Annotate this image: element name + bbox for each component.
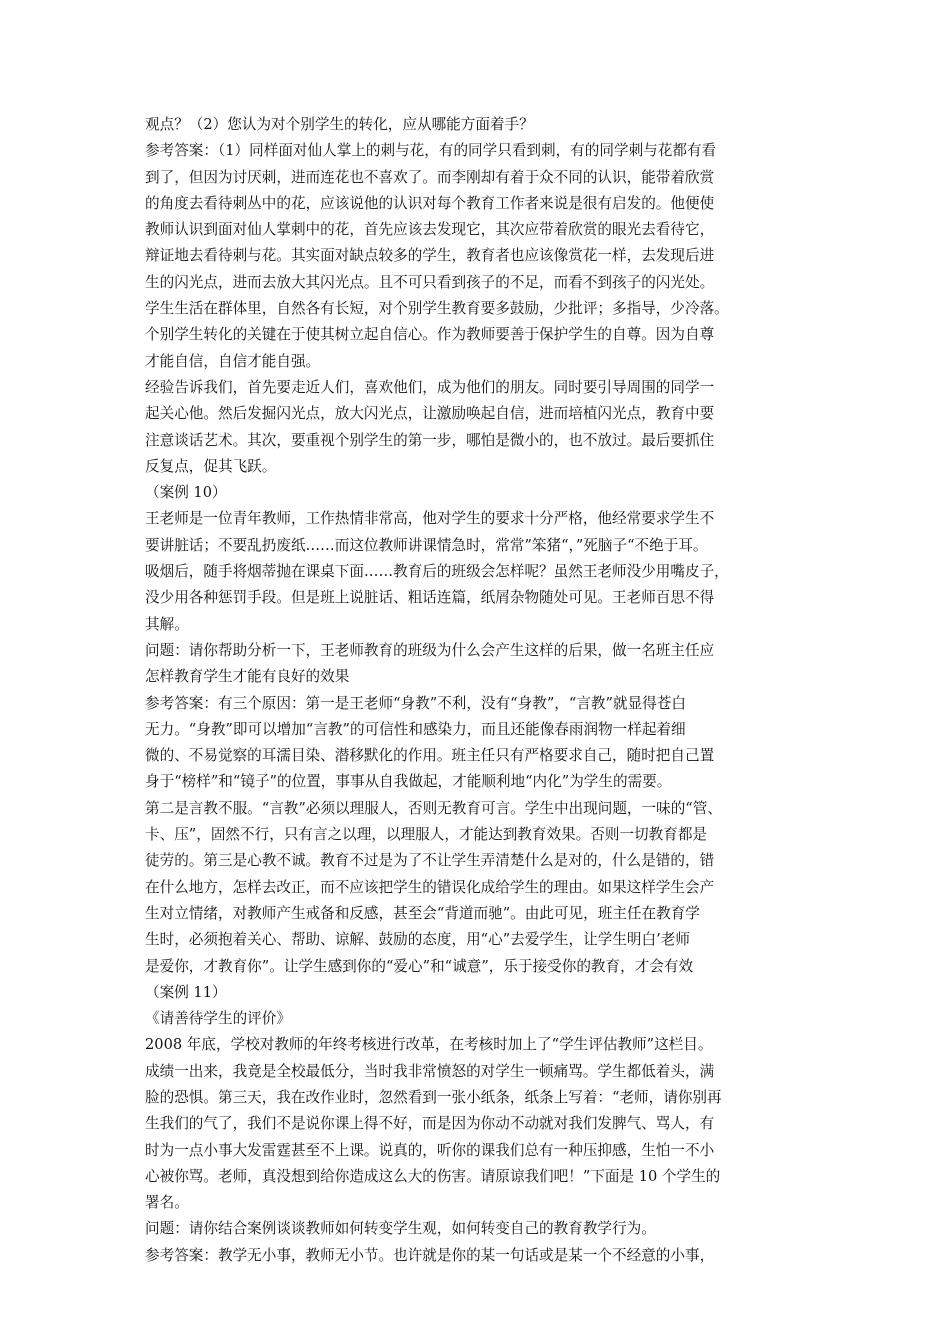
text-line: 其解。 [145,615,189,633]
text-line: 生对立情绪，对教师产生戒备和反感，甚至会“背道而驰”。由此可见，班主任在教育学 [145,904,700,922]
text-line: 参考答案：教学无小事，教师无小节。也许就是你的某一句话或是某一个不经意的小事， [145,1246,715,1264]
text-line: 的角度去看待刺丛中的花，应该说他的认识对每个教育工作者来说是很有启发的。他便使 [145,194,715,212]
text-line: 成绩一出来，我竟是全校最低分，当时我非常愤怒的对学生一顿痛骂。学生都低着头，满 [145,1062,715,1080]
text-line: 吸烟后，随手将烟蒂抛在课桌下面……教育后的班级会怎样呢？虽然王老师没少用嘴皮子， [145,563,729,581]
text-line: 怎样教育学生才能有良好的效果 [145,668,350,686]
text-line: 观点？（2）您认为对个别学生的转化，应从哪能方面着手？ [145,116,534,133]
text-line: 在什么地方，怎样去改正，而不应该把学生的错误化成给学生的理由。如果这样学生会产 [145,878,715,896]
text-line: 时为一点小事大发雷霆甚至不上课。说真的，听你的课我们总有一种压抑感，生怕一不小 [145,1141,715,1159]
text-line: 到了，但因为讨厌刺，进而连花也不喜欢了。而李刚却有着于众不同的认识，能带着欣赏 [145,168,715,186]
text-line: 学生生活在群体里，自然各有长短，对个别学生教育要多鼓励，少批评；多指导，少冷落。 [145,300,729,318]
text-line: 生时，必须抱着关心、帮助、谅解、鼓励的态度，用“心”去爱学生，让学生明白’老师 [145,931,690,949]
text-line: 经验告诉我们，首先要走近人们，喜欢他们，成为他们的朋友。同时要引导周围的同学一 [145,378,715,396]
text-line: 王老师是一位青年教师，工作热情非常高，他对学生的要求十分严格，他经常要求学生不 [145,510,715,528]
text-line: 才能自信，自信才能自强。 [145,352,321,370]
case-heading: （案例 10） [145,484,227,502]
text-line: 问题：请你帮助分析一下，王老师教育的班级为什么会产生这样的后果，做一名班主任应 [145,641,715,659]
text-line: 微的、不易觉察的耳濡目染、潜移默化的作用。班主任只有严格要求自己，随时把自己置 [145,747,715,765]
text-line: 卡、压”，固然不行，只有言之以理，以理服人，才能达到教育效果。否则一切教育都是 [145,826,708,844]
text-line: 教师认识到面对仙人掌刺中的花，首先应该去发现它，其次应带着欣赏的眼光去看待它， [145,221,715,239]
text-line: 起关心他。然后发掘闪光点，放大闪光点，让激励唤起自信，进而培植闪光点，教育中要 [145,405,715,423]
document-body [145,112,805,1269]
text-line: 辩证地去看待刺与花。其实面对缺点较多的学生，教育者也应该像赏花一样，去发现后进 [145,247,715,265]
text-line: 注意谈话艺术。其次，要重视个别学生的第一步，哪怕是微小的，也不放过。最后要抓住 [145,431,715,449]
text-line: 无力。“身教”即可以增加“言教”的可信性和感染力，而且还能像春雨润物一样起着细 [145,720,686,738]
text-line: 署名。 [145,1194,189,1212]
case-heading: （案例 11） [145,983,227,1001]
text-line: 参考答案：有三个原因：第一是王老师“身教”不利，没有“身教”，“言教”就显得苍白 [145,694,686,712]
text-line: 问题：请你结合案例谈谈教师如何转变学生观，如何转变自己的教育教学行为。 [145,1220,656,1238]
text-line: 要讲脏话；不要乱扔废纸……而这位教师讲课情急时，常常”笨猪“，”死脑子“不绝于耳。 [145,536,708,554]
text-line: 个别学生转化的关键在于使其树立起自信心。作为教师要善于保护学生的自尊。因为自尊 [145,326,715,344]
text-line: 参考答案：（1）同样面对仙人掌上的刺与花，有的同学只看到刺，有的同学刺与花都有看 [145,142,717,160]
text-line: 生我们的气了，我们不是说你课上得不好，而是因为你动不动就对我们发脾气、骂人，有 [145,1115,715,1133]
text-line: 反复点，促其飞跃。 [145,457,277,475]
text-line: 是爱你，才教育你”。让学生感到你的“爱心”和“诚意”，乐于接受你的教育，才会有效 [145,957,694,975]
case-title: 《请善待学生的评价》 [145,1010,291,1028]
text-line: 2008 年底，学校对教师的年终考核进行改革，在考核时加上了“学生评估教师”这栏目。 [145,1036,713,1054]
text-line: 脸的恐惧。第三天，我在改作业时，忽然看到一张小纸条，纸条上写着：“老师，请你别再 [145,1088,722,1106]
text-line: 心被你骂。老师，真没想到给你造成这么大的伤害。请原谅我们吧！”下面是 10 个学生的 [145,1167,721,1185]
text-line: 生的闪光点，进而去放大其闪光点。且不可只看到孩子的不足，而看不到孩子的闪光处。 [145,273,715,291]
text-line: 身于“榜样”和“镜子”的位置，事事从自我做起，才能顺利地“内化”为学生的需要。 [145,773,672,791]
text-line: 没少用各种惩罚手段。但是班上说脏话、粗话连篇，纸屑杂物随处可见。王老师百思不得 [145,589,715,607]
text-line: 徒劳的。第三是心教不诚。教育不过是为了不让学生弄清楚什么是对的，什么是错的，错 [145,852,715,870]
text-line: 第二是言教不服。“言教”必须以理服人，否则无教育可言。学生中出现问题，一味的“管、 [145,799,722,817]
